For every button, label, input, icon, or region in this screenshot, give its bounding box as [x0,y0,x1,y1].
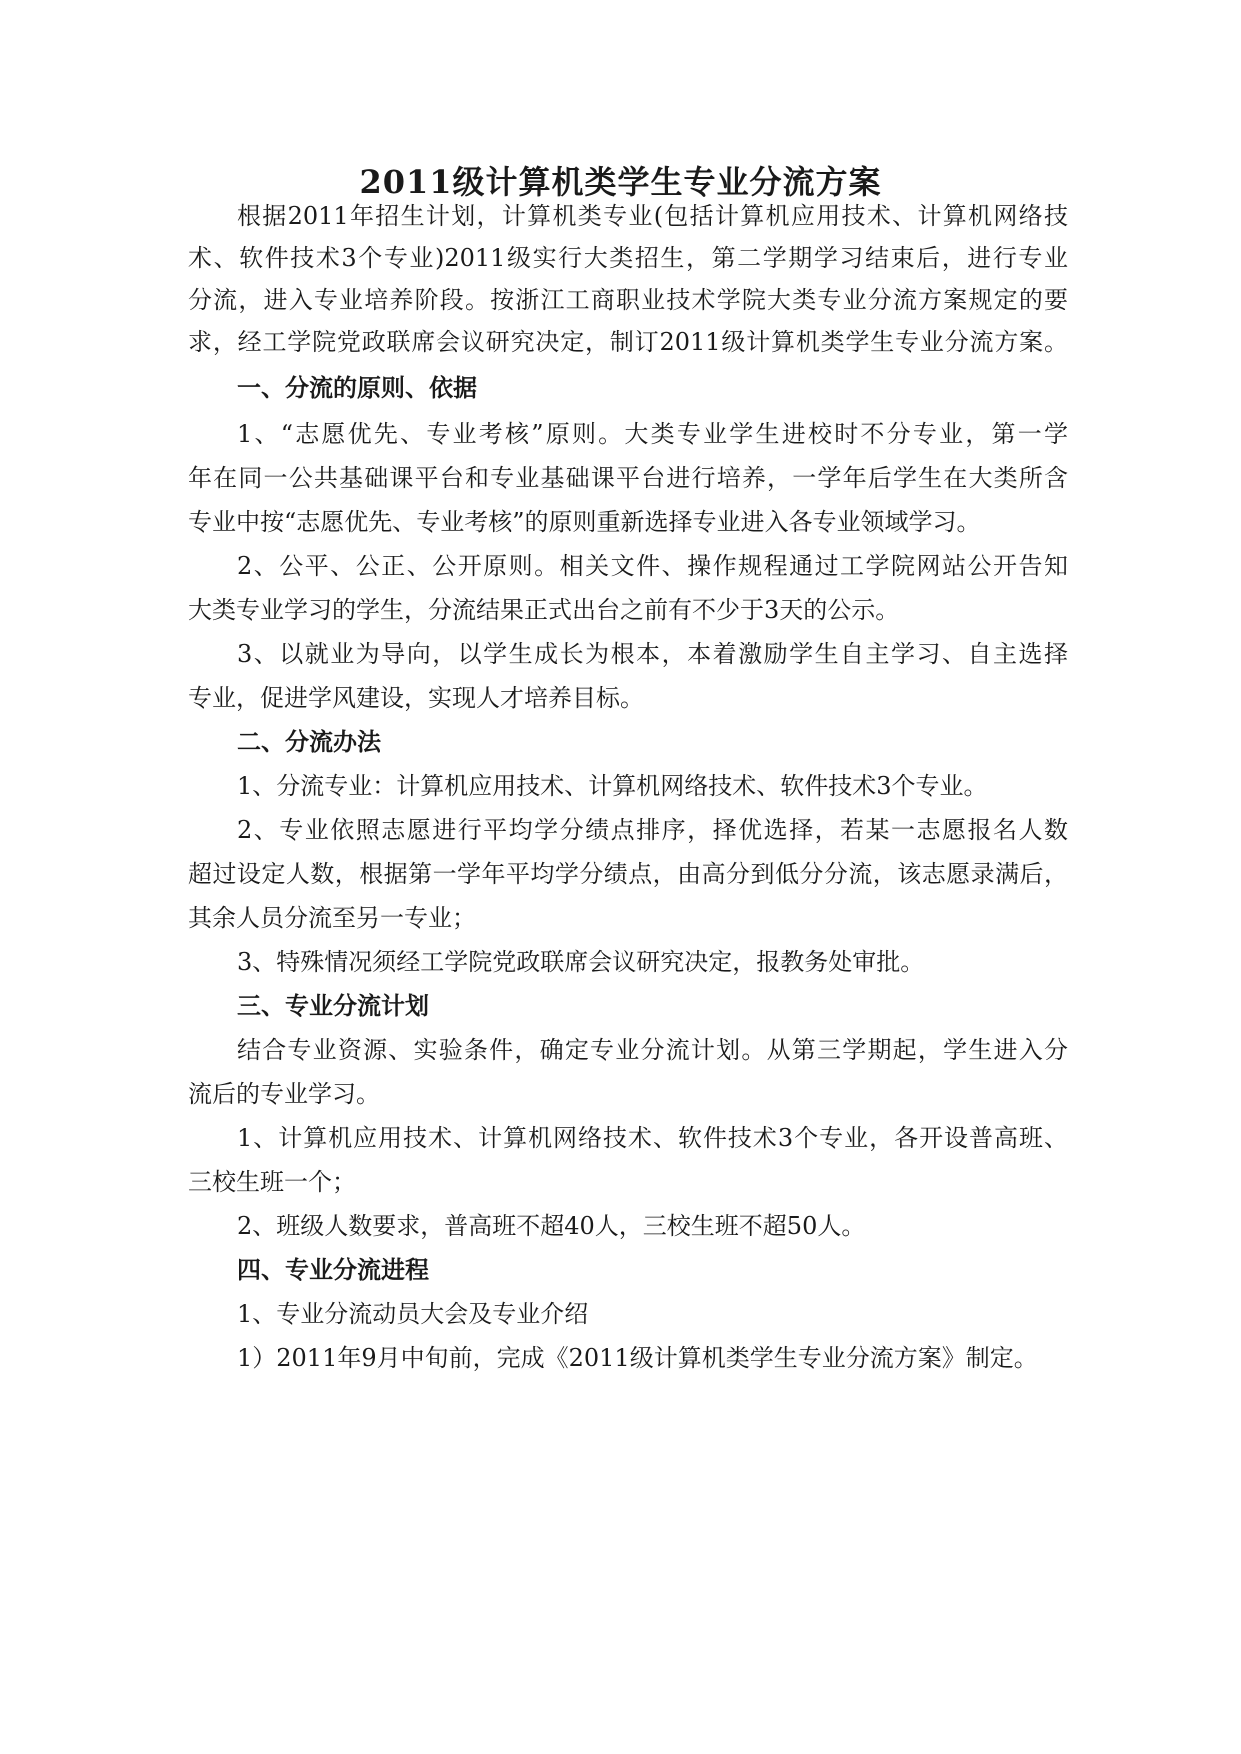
paragraph-line: 其余人员分流至另一专业； [188,904,476,932]
paragraph-line: 结合专业资源、实验条件，确定专业分流计划。从第三学期起，学生进入分 [237,1036,1068,1064]
paragraph-line: 根据2011年招生计划，计算机类专业(包括计算机应用技术、计算机网络技 [237,202,1068,230]
paragraph-line: 1、“志愿优先、专业考核”原则。大类专业学生进校时不分专业，第一学 [237,420,1068,448]
section-heading: 三、专业分流计划 [237,991,429,1020]
paragraph-line: 超过设定人数，根据第一学年平均学分绩点，由高分到低分分流，该志愿录满后， [188,860,1068,888]
paragraph-line: 1）2011年9月中旬前，完成《2011级计算机类学生专业分流方案》制定。 [237,1344,1038,1372]
paragraph-line: 1、专业分流动员大会及专业介绍 [237,1300,589,1328]
paragraph-line: 2、公平、公正、公开原则。相关文件、操作规程通过工学院网站公开告知 [237,552,1068,580]
section-heading: 一、分流的原则、依据 [237,373,477,402]
paragraph-line: 专业，促进学风建设，实现人才培养目标。 [188,684,644,712]
document-title: 2011级计算机类学生专业分流方案 [359,163,882,201]
paragraph-line: 专业中按“志愿优先、专业考核”的原则重新选择专业进入各专业领域学习。 [188,508,981,536]
paragraph-line: 1、计算机应用技术、计算机网络技术、软件技术3个专业，各开设普高班、 [237,1124,1068,1152]
paragraph-line: 求，经工学院党政联席会议研究决定，制订2011级计算机类学生专业分流方案。 [188,328,1068,356]
paragraph-line: 大类专业学习的学生，分流结果正式出台之前有不少于3天的公示。 [188,596,900,624]
paragraph-line: 2、专业依照志愿进行平均学分绩点排序，择优选择，若某一志愿报名人数 [237,816,1068,844]
paragraph-line: 1、分流专业：计算机应用技术、计算机网络技术、软件技术3个专业。 [237,772,988,800]
paragraph-line: 年在同一公共基础课平台和专业基础课平台进行培养，一学年后学生在大类所含 [188,464,1068,492]
paragraph-line: 流后的专业学习。 [188,1080,380,1108]
paragraph-line: 3、特殊情况须经工学院党政联席会议研究决定，报教务处审批。 [237,948,925,976]
paragraph-line: 三校生班一个； [188,1168,356,1196]
paragraph-line: 术、软件技术3个专业)2011级实行大类招生，第二学期学习结束后，进行专业 [188,244,1068,272]
section-heading: 二、分流办法 [237,727,381,756]
section-heading: 四、专业分流进程 [237,1255,429,1284]
paragraph-line: 3、以就业为导向，以学生成长为根本，本着激励学生自主学习、自主选择 [237,640,1068,668]
paragraph-line: 2、班级人数要求，普高班不超40人，三校生班不超50人。 [237,1212,866,1240]
paragraph-line: 分流，进入专业培养阶段。按浙江工商职业技术学院大类专业分流方案规定的要 [188,286,1068,314]
